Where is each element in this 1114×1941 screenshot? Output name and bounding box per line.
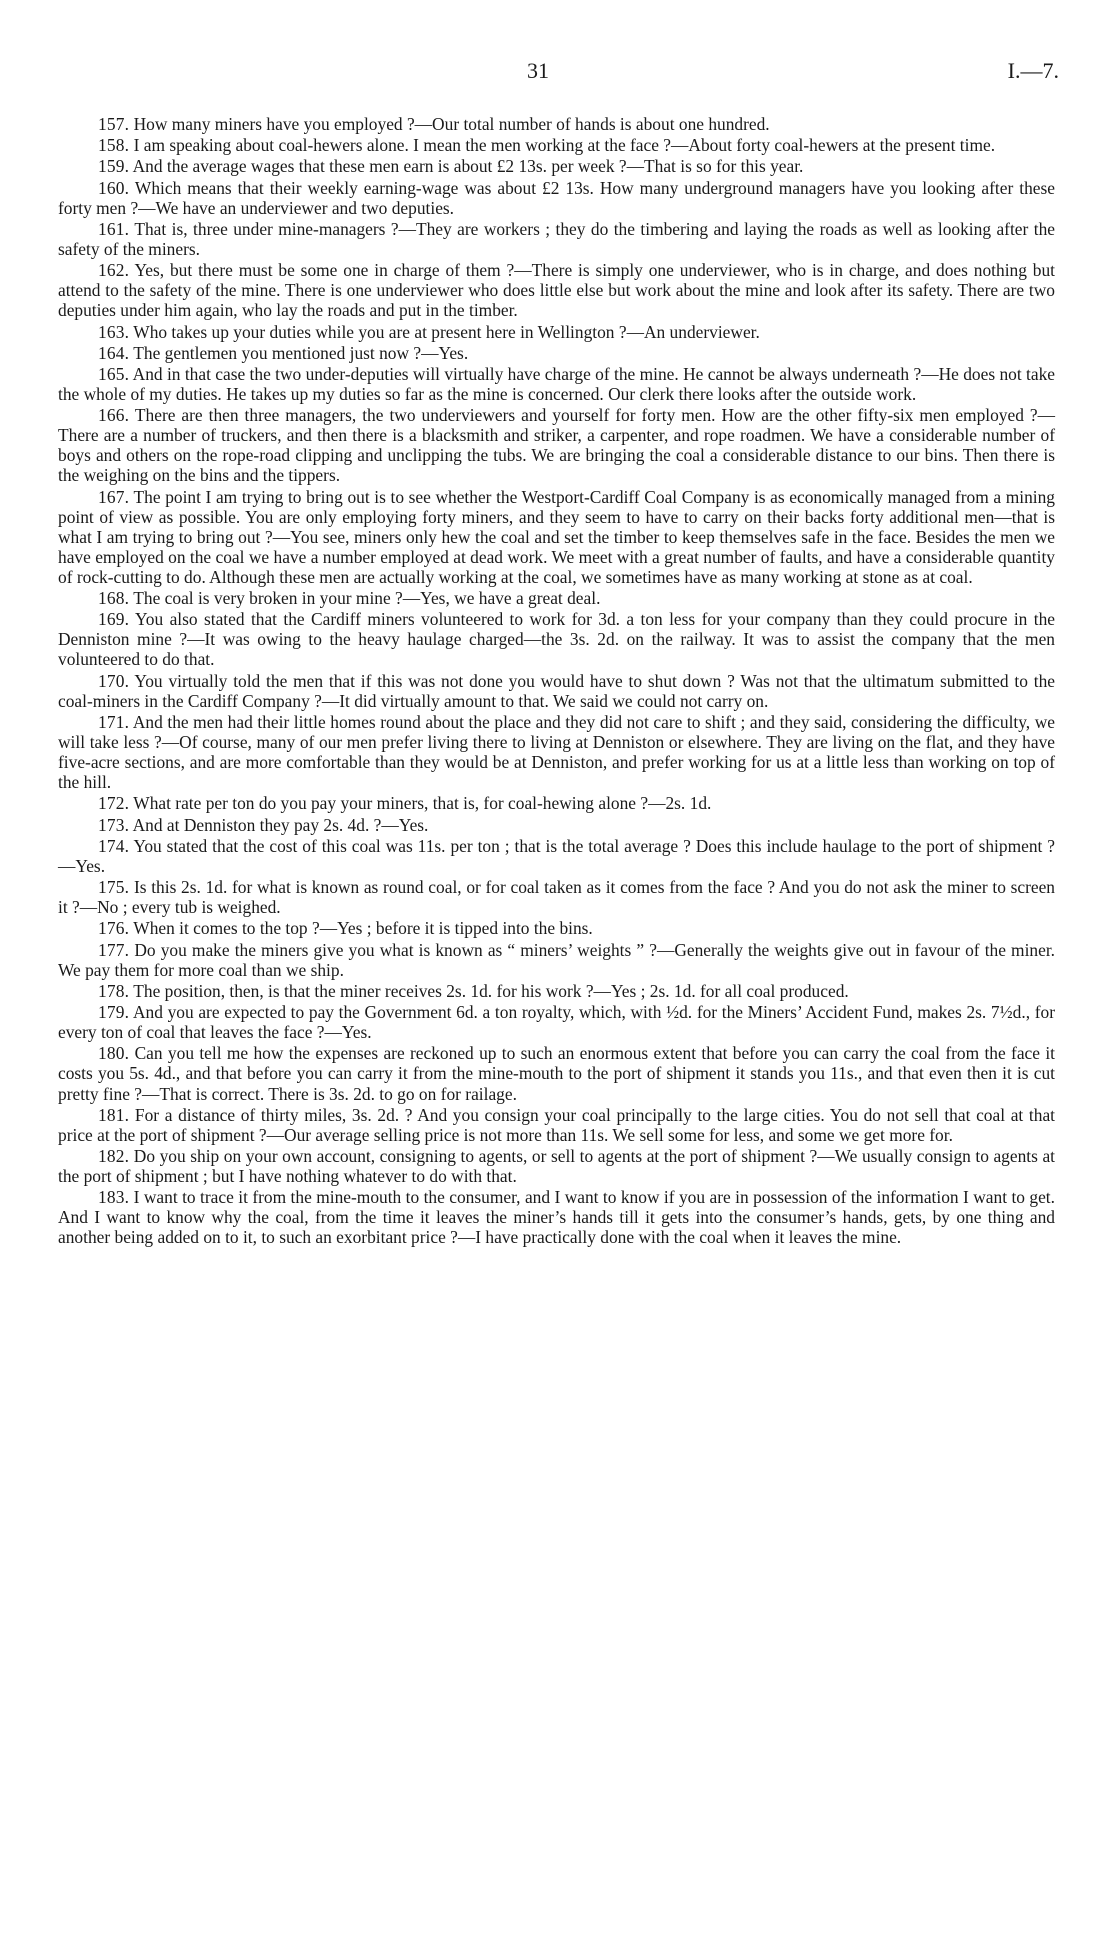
- question-number: 166.: [98, 405, 130, 426]
- page-header: [0, 58, 1114, 88]
- qa-paragraph: [58, 156, 1055, 176]
- question-answer-text: And the average wages that these men earn is about £2 13s. per week ?—That is so for this year.: [132, 156, 804, 177]
- qa-paragraph: [58, 114, 1055, 134]
- qa-paragraph: [58, 836, 1055, 876]
- question-number: 177.: [98, 939, 130, 960]
- qa-paragraph: [58, 1043, 1055, 1103]
- question-number: 171.: [98, 711, 130, 732]
- qa-paragraph: [58, 588, 1055, 608]
- qa-paragraph: [58, 178, 1055, 218]
- question-answer-text: There are then three managers, the two underviewers and yourself for forty men. How are the other fifty-six men employed ?—There are a number of truckers, and then there is a blacksmith and striker, a carpenter, and rope roadmen. We have a considerable number of boys and others on the rope-road clipping and unclipping the tubs. We are bringing the coal a considerable distance to our bins. Then there is the weighing on the bins and the tippers.: [58, 405, 1055, 486]
- qa-paragraph: [58, 219, 1055, 259]
- question-number: 176.: [98, 918, 130, 939]
- question-number: 172.: [98, 793, 130, 814]
- question-number: 180.: [98, 1043, 130, 1064]
- question-answer-text: For a distance of thirty miles, 3s. 2d. ? And you consign your coal principally to the large cities. You do not sell that coal at that price at the port of shipment ?—Our average selling price is not more than 11s. We sell some for less, and some we get more for.: [58, 1104, 1055, 1145]
- question-number: 178.: [98, 980, 130, 1001]
- question-number: 164.: [98, 342, 130, 363]
- qa-paragraph: [58, 793, 1055, 813]
- qa-paragraph: [58, 940, 1055, 980]
- question-answer-text: I want to trace it from the mine-mouth to the consumer, and I want to know if you are in possession of the information I want to get. And I want to know why the coal, from the time it leaves the miner’s hands till it gets into the consumer’s hands, gets, by one thing and another being added on to it, to such an exorbitant price ?—I have practically done with the coal when it leaves the mine.: [58, 1187, 1055, 1248]
- question-number: 173.: [98, 814, 130, 835]
- question-answer-text: You virtually told the men that if this was not done you would have to shut down ? Was not that the ultimatum submitted to the coal-miners in the Cardiff Company ?—It did virtually amount to that. We said we could not carry on.: [58, 670, 1056, 711]
- question-answer-text: Who takes up your duties while you are at present here in Wellington ?—An underviewer.: [133, 321, 760, 342]
- question-answer-text: The coal is very broken in your mine ?—Yes, we have a great deal.: [133, 588, 601, 609]
- qa-paragraph: [58, 877, 1055, 917]
- qa-paragraph: [58, 322, 1055, 342]
- qa-paragraph: [58, 135, 1055, 155]
- qa-paragraph: [58, 609, 1055, 669]
- question-answer-text: Is this 2s. 1d. for what is known as round coal, or for coal taken as it comes from the face ? And you do not ask the miner to screen it ?—No ; every tub is weighed.: [58, 877, 1056, 918]
- qa-paragraph: [58, 1002, 1055, 1042]
- qa-paragraph: [58, 918, 1055, 938]
- paper-reference: I.—7.: [1007, 58, 1059, 83]
- question-answer-text: The point I am trying to bring out is to see whether the Westport-Cardiff Coal Company is as economically managed from a mining point of view as possible. You are only employing forty miners, and they seem to have to carry on their backs forty additional men—that is what I am trying to bring out ?—You see, miners only hew the coal and set the timber to keep themselves safe in the face. Besides the men we have employed on the coal we have a number employed at dead work. We meet with a great number of faults, and have a considerable quantity of rock-cutting to do. Although these men are actually working at the coal, we sometimes have as many working at stone as at coal.: [58, 486, 1055, 587]
- qa-paragraph: [58, 815, 1055, 835]
- question-number: 159.: [98, 156, 130, 177]
- question-number: 174.: [98, 835, 130, 856]
- question-answer-text: Can you tell me how the expenses are reckoned up to such an enormous extent that before you can carry the coal from the face it costs you 5s. 4d., and that before you can carry it from the mine-mouth to the port of shipment it stands you 11s., and that even then it is cut pretty fine ?—That is correct. There is 3s. 2d. to go on for railage.: [58, 1043, 1055, 1104]
- page-number: 31: [527, 58, 549, 83]
- question-number: 165.: [98, 364, 130, 385]
- question-answer-text: And in that case the two under-deputies will virtually have charge of the mine. He cannot be always underneath ?—He does not take the whole of my duties. He takes up my duties so far as the mine is concerned. Our clerk there looks after the outside work.: [58, 364, 1055, 405]
- question-number: 182.: [98, 1146, 130, 1167]
- qa-paragraph: [58, 1105, 1055, 1145]
- question-answer-text: You also stated that the Cardiff miners volunteered to work for 3d. a ton less for your company than they could procure in the Denniston mine ?—It was owing to the heavy haulage charged—the 3s. 2d. on the railway. It was to assist the company that the men volunteered to do that.: [58, 609, 1055, 670]
- question-answer-text: That is, three under mine-managers ?—They are workers ; they do the timbering and laying the roads as well as looking after the safety of the miners.: [58, 218, 1055, 260]
- question-number: 167.: [98, 486, 130, 507]
- qa-paragraph: [58, 260, 1055, 320]
- question-number: 168.: [98, 588, 130, 609]
- qa-paragraph: [58, 1146, 1055, 1186]
- question-number: 163.: [98, 321, 130, 342]
- qa-paragraph: [58, 487, 1055, 587]
- question-number: 160.: [98, 177, 130, 198]
- question-number: 158.: [98, 135, 130, 156]
- question-number: 170.: [98, 670, 130, 691]
- question-answer-text: I am speaking about coal-hewers alone. I mean the men working at the face ?—About forty coal-hewers at the present time.: [133, 135, 996, 156]
- question-answer-text: What rate per ton do you pay your miners, that is, for coal-hewing alone ?—2s. 1d.: [133, 793, 712, 814]
- qa-paragraph: [58, 981, 1055, 1001]
- question-answer-text: Yes, but there must be some one in charge of them ?—There is simply one underviewer, who is in charge, and does nothing but attend to the safety of the mine. There is one underviewer who does little else but work about the mine and look after its safety. There are two deputies under him again, who lay the roads and put in the timber.: [58, 260, 1056, 321]
- question-number: 162.: [98, 260, 130, 281]
- question-answer-text: The gentlemen you mentioned just now ?—Yes.: [133, 342, 469, 363]
- qa-paragraph: [58, 671, 1055, 711]
- question-answer-text: The position, then, is that the miner receives 2s. 1d. for his work ?—Yes ; 2s. 1d. for all coal produced.: [133, 980, 849, 1001]
- evidence-transcript: [58, 114, 1055, 1249]
- question-number: 179.: [98, 1002, 130, 1023]
- qa-paragraph: [58, 1187, 1055, 1247]
- question-number: 169.: [98, 609, 130, 630]
- question-number: 157.: [98, 114, 130, 134]
- question-answer-text: You stated that the cost of this coal was 11s. per ton ; that is the total average ? Does this include haulage to the port of shipment ?—Yes.: [58, 835, 1056, 876]
- question-number: 183.: [98, 1187, 130, 1208]
- qa-paragraph: [58, 364, 1055, 404]
- question-number: 175.: [98, 877, 130, 898]
- question-answer-text: How many miners have you employed ?—Our total number of hands is about one hundred.: [133, 114, 770, 134]
- question-number: 161.: [98, 218, 130, 239]
- qa-paragraph: [58, 712, 1055, 792]
- question-answer-text: When it comes to the top ?—Yes ; before it is tipped into the bins.: [133, 918, 593, 939]
- question-answer-text: And the men had their little homes round about the place and they did not care to shift ; and they said, considering the difficulty, we will take less ?—Of course, many of our men prefer living there to living at Denniston or elsewhere. They are living on the flat, and they have five-acre sections, and are more comfortable than they would be at Denniston, and prefer working for us at a little less than working on top of the hill.: [58, 711, 1055, 793]
- qa-paragraph: [58, 405, 1055, 485]
- question-answer-text: Do you ship on your own account, consigning to agents, or sell to agents at the port of shipment ?—We usually consign to agents at the port of shipment ; but I have nothing whatever to do with that.: [58, 1146, 1055, 1187]
- qa-paragraph: [58, 343, 1055, 363]
- question-answer-text: And at Denniston they pay 2s. 4d. ?—Yes.: [132, 814, 429, 835]
- question-answer-text: And you are expected to pay the Government 6d. a ton royalty, which, with ½d. for the Miners’ Accident Fund, makes 2s. 7½d., for every ton of coal that leaves the face ?—Yes.: [58, 1002, 1055, 1043]
- question-number: 181.: [98, 1104, 130, 1125]
- question-answer-text: Which means that their weekly earning-wage was about £2 13s. How many underground managers have you looking after these forty men ?—We have an underviewer and two deputies.: [58, 177, 1055, 218]
- question-answer-text: Do you make the miners give you what is known as “ miners’ weights ” ?—Generally the weights give out in favour of the miner. We pay them for more coal than we ship.: [58, 939, 1055, 980]
